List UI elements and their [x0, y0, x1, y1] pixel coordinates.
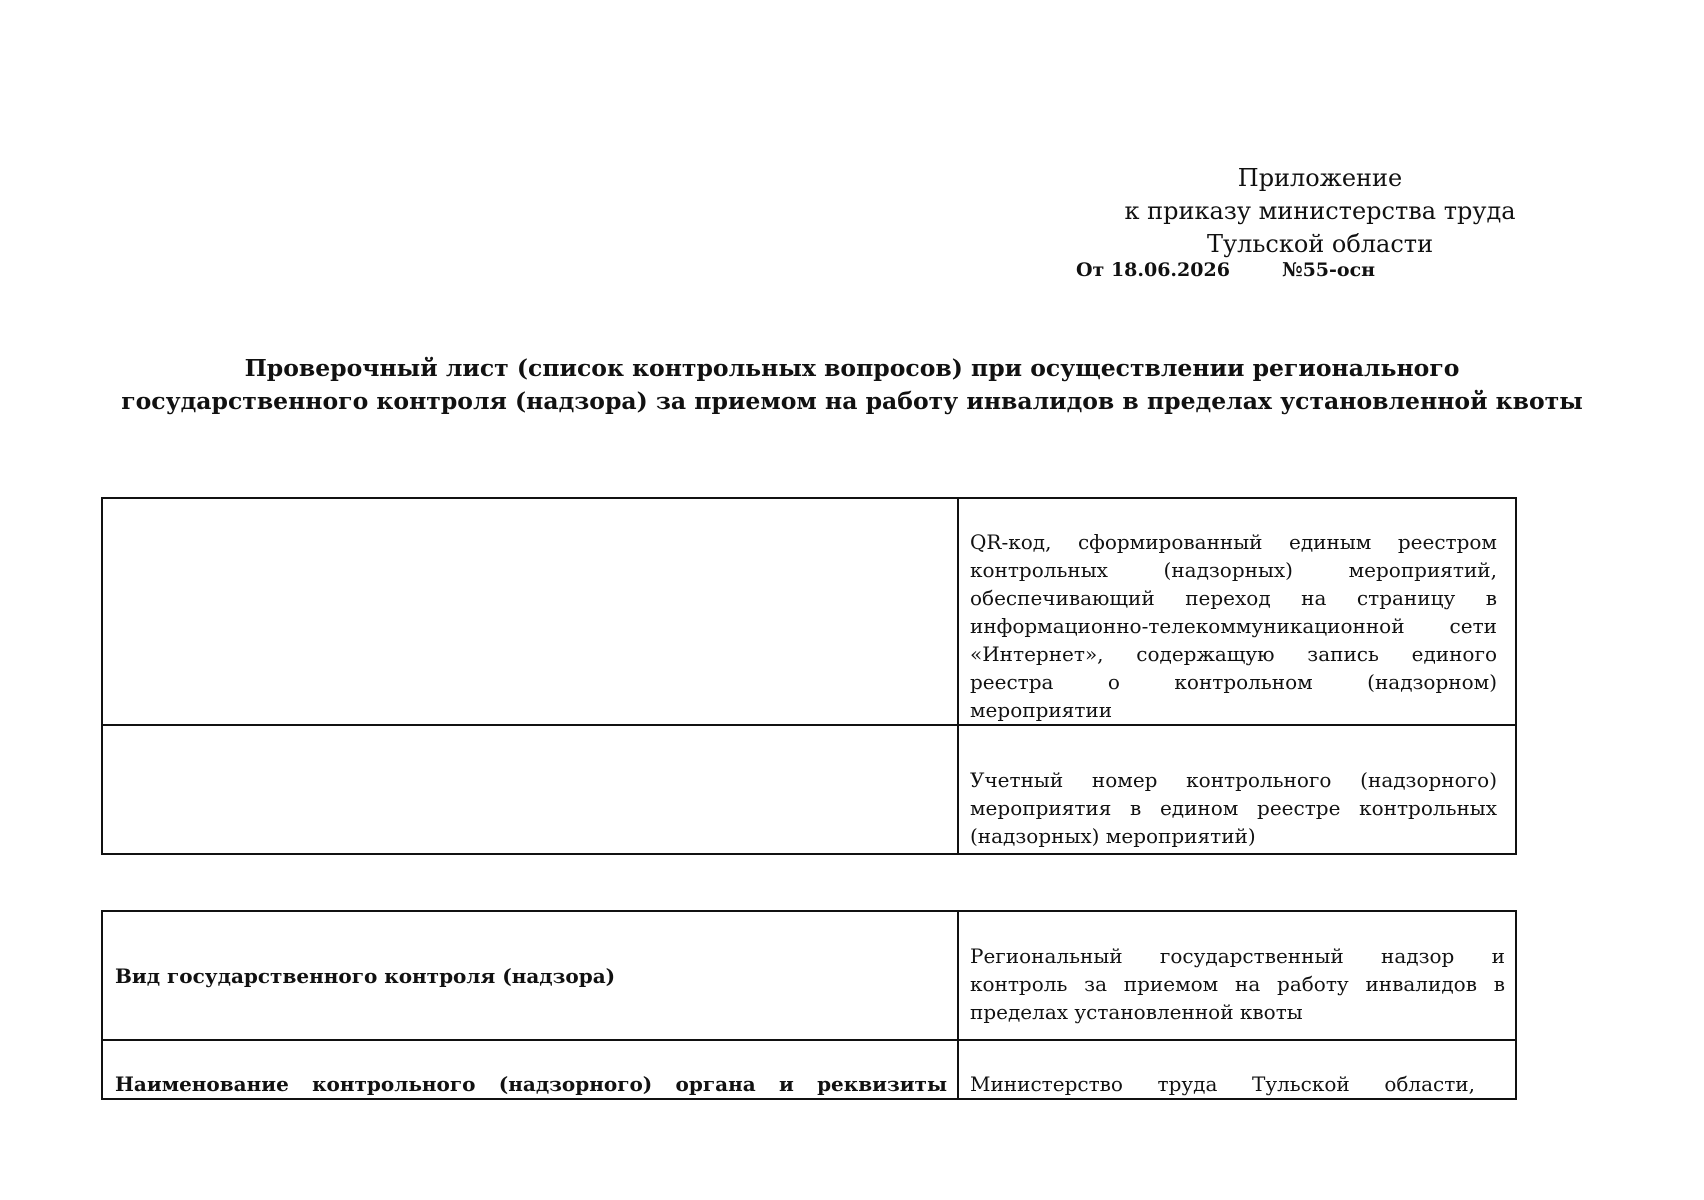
account-number-description-text: Учетный номер контрольного (надзорного) мероприятия в едином реестре контрольных (надзорных) мероприятий) [970, 768, 1497, 848]
appendix-header [1060, 162, 1580, 261]
authority-label-cell [102, 1040, 958, 1099]
control-type-label-cell [102, 911, 958, 1040]
authority-label: Наименование контрольного (надзорного) органа и реквизиты [115, 1072, 947, 1096]
table-row [102, 911, 1516, 1040]
registry-table [101, 497, 1517, 855]
document-title: Проверочный лист (список контрольных вопросов) при осуществлении регионального государственного контроля (надзора) за приемом на работу инвалидов в пределах установленной квоты [121, 354, 1583, 415]
control-type-value: Региональный государственный надзор и контроль за приемом на работу инвалидов в пределах установленной квоты [970, 944, 1505, 1024]
table-row [102, 725, 1516, 854]
order-reference [1076, 259, 1375, 281]
authority-value-cell [958, 1040, 1516, 1099]
appendix-region-line: Тульской области [1206, 230, 1434, 258]
qr-code-cell [102, 498, 958, 725]
order-number: №55-осн [1281, 259, 1376, 281]
control-type-label: Вид государственного контроля (надзора) [115, 963, 616, 988]
account-number-description-cell [958, 725, 1516, 854]
qr-description-cell [958, 498, 1516, 725]
control-info-table [101, 910, 1517, 1100]
authority-value: Министерство труда Тульской области, [970, 1072, 1475, 1096]
appendix-order-ref-line: к приказу министерства труда [1124, 197, 1516, 225]
account-number-cell [102, 725, 958, 854]
table-row [102, 1040, 1516, 1099]
appendix-title: Приложение [1237, 164, 1403, 192]
control-type-value-cell [958, 911, 1516, 1040]
order-date: От 18.06.2026 [1076, 259, 1230, 281]
table-row [102, 498, 1516, 725]
qr-description-text: QR-код, сформированный единым реестром контрольных (надзорных) мероприятий, обеспечивающий переход на страницу в информационно-телекоммуникационной сети «Интернет», содержащую запись единого реестра о контрольном (надзорном) мероприятии [970, 530, 1497, 722]
